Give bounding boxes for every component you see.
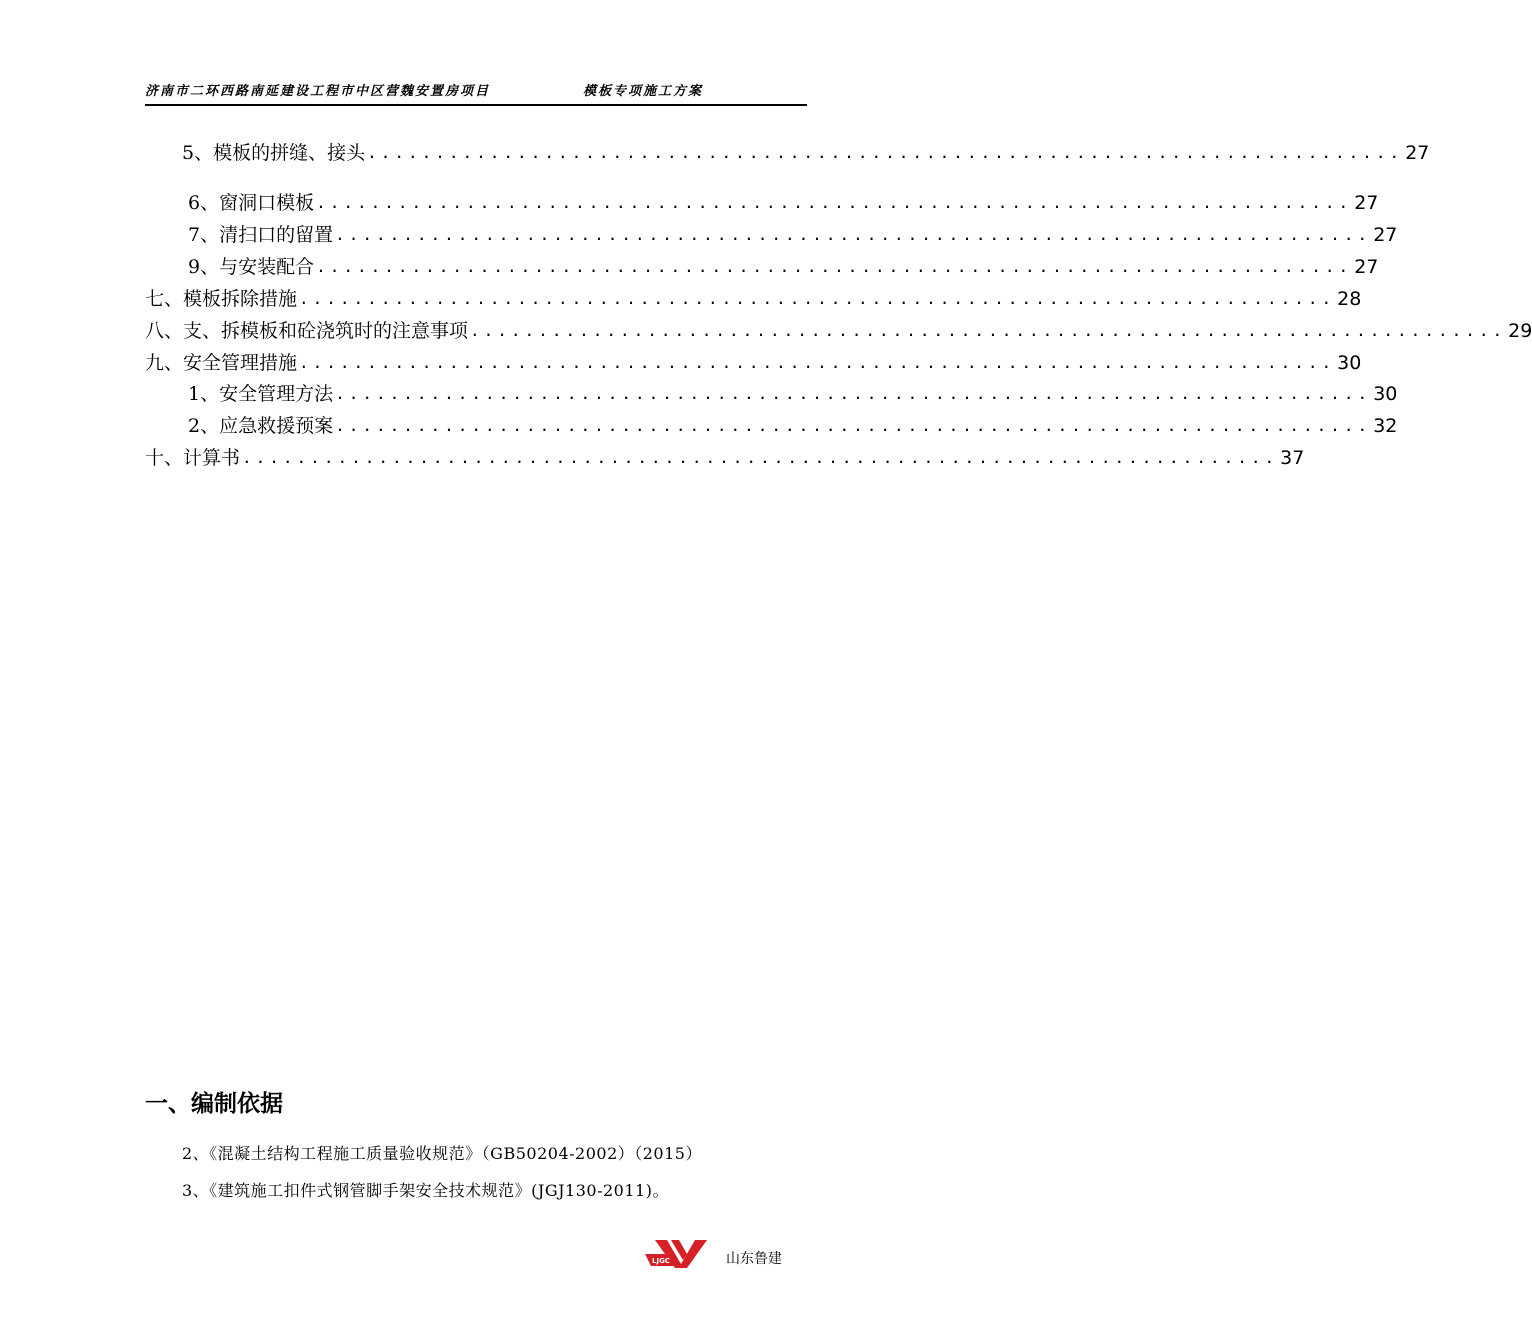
toc-entry[interactable]: [145, 316, 1532, 344]
toc-dot-leader: ............................................................................: [316, 193, 1353, 212]
logo-text: LJGC: [652, 1257, 670, 1265]
toc-entry-title: 7、清扫口的留置: [188, 224, 334, 246]
page-header: [145, 80, 807, 104]
toc-entry-title: 5、模板的拼缝、接头: [182, 142, 366, 164]
toc-entry-page: 37: [1280, 447, 1305, 469]
toc-entry-page: 30: [1373, 383, 1398, 405]
toc-entry[interactable]: [145, 348, 1362, 376]
toc-entry-title: 2、应急救援预案: [188, 415, 334, 437]
toc-dot-leader: ............................................................................: [367, 143, 1404, 162]
toc-dot-leader: ............................................................................: [470, 321, 1507, 340]
toc-entry-title: 八、支、拆模板和砼浇筑时的注意事项: [145, 320, 469, 342]
section-heading: 一、编制依据: [145, 1091, 283, 1117]
toc-entry-title: 1、安全管理方法: [188, 383, 334, 405]
toc-entry-title: 十、计算书: [145, 447, 241, 469]
toc-dot-leader: ............................................................................: [316, 257, 1353, 276]
toc-entry-page: 30: [1337, 352, 1362, 374]
toc-entry-title: 9、与安装配合: [188, 256, 315, 278]
toc-dot-leader: ............................................................................: [335, 225, 1372, 244]
toc-dot-leader: ............................................................................: [335, 384, 1372, 403]
header-project-name: 济南市二环西路南延建设工程市中区营魏安置房项目: [145, 84, 491, 99]
header-document-title: 模板专项施工方案: [583, 84, 704, 99]
toc-entry[interactable]: [188, 379, 1398, 407]
toc-dot-leader: ............................................................................: [299, 353, 1336, 372]
toc-entry-page: 32: [1373, 415, 1398, 437]
toc-entry-title: 七、模板拆除措施: [145, 288, 298, 310]
toc-entry[interactable]: [188, 252, 1379, 280]
toc-entry-page: 27: [1354, 192, 1379, 214]
toc-entry-page: 29: [1508, 320, 1532, 342]
header-divider: [145, 104, 807, 106]
toc-dot-leader: ............................................................................: [335, 416, 1372, 435]
toc-entry[interactable]: [188, 411, 1398, 439]
company-logo: [645, 1234, 717, 1268]
toc-entry-title: 6、窗洞口模板: [188, 192, 315, 214]
toc-entry-page: 27: [1354, 256, 1379, 278]
toc-entry[interactable]: [145, 443, 1305, 471]
reference-item: 3、《建筑施工扣件式钢管脚手架安全技术规范》(JGJ130-2011)。: [182, 1181, 669, 1200]
toc-entry-page: 27: [1405, 142, 1430, 164]
toc-dot-leader: ............................................................................: [299, 289, 1336, 308]
toc-dot-leader: ............................................................................: [242, 448, 1279, 467]
toc-entry[interactable]: [145, 284, 1362, 312]
toc-entry[interactable]: [188, 188, 1379, 216]
toc-entry-title: 九、安全管理措施: [145, 352, 298, 374]
reference-item: 2、《混凝土结构工程施工质量验收规范》（GB50204-2002）（2015）: [182, 1144, 702, 1163]
toc-entry-page: 27: [1373, 224, 1398, 246]
toc-entry-page: 28: [1337, 288, 1362, 310]
toc-entry[interactable]: [188, 220, 1398, 248]
toc-entry[interactable]: [182, 138, 1430, 166]
company-name: 山东鲁建: [726, 1251, 782, 1267]
